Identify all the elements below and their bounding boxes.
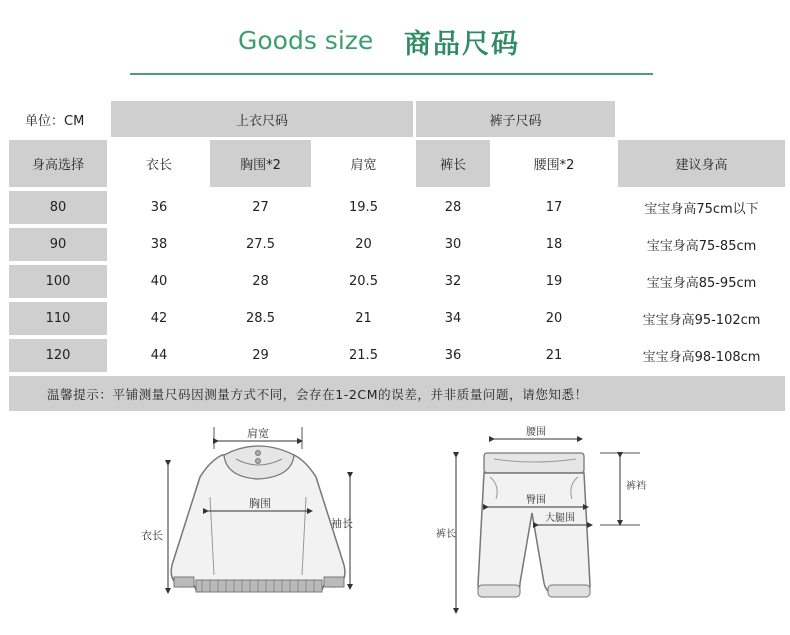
table-row [9,339,785,372]
col-header-chest: 胸围*2 [210,140,311,187]
cell-suggested-height: 宝宝身高95-102cm [642,313,761,328]
cell-pants-length: 34 [444,311,462,326]
cell-chest: 28.5 [246,311,275,326]
table-row [9,228,785,261]
col-header-waist: 腰围*2 [533,158,575,173]
table-column-header-row [9,140,785,187]
col-header-top-length: 衣长 [145,158,172,173]
cell-height: 110 [9,302,107,335]
col-header-shoulder: 肩宽 [350,158,377,173]
cell-top-length: 36 [150,200,168,215]
cell-waist: 17 [545,200,563,215]
label-sleeve: 袖长 [331,517,353,530]
cell-suggested-height: 宝宝身高98-108cm [642,350,761,365]
pants-garment-diagram [436,426,646,611]
label-shoulder: 肩宽 [247,427,269,440]
cell-top-length: 42 [150,311,168,326]
label-pants-length: 裤长 [436,529,456,540]
cell-chest: 27.5 [246,237,275,252]
cell-pants-length: 28 [444,200,462,215]
diagrams-svg [0,415,790,635]
cell-waist: 18 [545,237,563,252]
label-thigh: 大腿围 [545,513,575,524]
cell-suggested-height: 宝宝身高75cm以下 [644,202,759,217]
cell-pants-length: 32 [444,274,462,289]
label-waist: 腰围 [526,427,546,438]
pants-legs-outline [478,473,590,595]
cell-shoulder: 20.5 [349,274,378,289]
col-header-suggested-height: 建议身高 [618,140,785,187]
cell-shoulder: 19.5 [349,200,378,215]
cell-waist: 19 [545,274,563,289]
cell-pants-length: 30 [444,237,462,252]
cell-pants-length: 36 [444,348,462,363]
cell-shoulder: 21.5 [349,348,378,363]
title-underline [130,73,653,75]
group-header-top: 上衣尺码 [111,101,413,137]
cell-top-length: 44 [150,348,168,363]
cell-waist: 21 [545,348,563,363]
top-garment-diagram [141,426,353,592]
cell-shoulder: 21 [355,311,372,326]
cell-top-length: 40 [150,274,168,289]
measurement-note: 温馨提示：平铺测量尺码因测量方式不同，会存在1-2CM的误差，并非质量问题，请您知悉！ [9,376,785,411]
unit-label: 单位：CM [25,113,85,129]
measurement-diagrams [0,415,790,635]
cell-suggested-height: 宝宝身高85-95cm [646,276,757,291]
cell-height: 90 [9,228,107,261]
cell-height: 120 [9,339,107,372]
table-note-row [9,376,785,411]
col-header-height-select: 身高选择 [9,140,107,187]
cell-suggested-height: 宝宝身高75-85cm [646,239,757,254]
header [0,18,790,62]
cell-shoulder: 20 [355,237,372,252]
cell-chest: 28 [252,274,269,289]
label-hip: 臀围 [526,495,546,506]
table-row [9,302,785,335]
cell-chest: 29 [252,348,269,363]
group-header-pants: 裤子尺码 [416,101,615,137]
pants-waistband [484,453,584,473]
title-chinese: 商品尺码 [404,29,520,60]
label-rise: 裤裆 [626,481,646,492]
col-header-pants-length: 裤长 [416,140,490,187]
label-chest: 胸围 [249,497,271,510]
label-top-length: 衣长 [141,529,163,542]
cell-chest: 27 [252,200,269,215]
cell-height: 100 [9,265,107,298]
table-group-header-row [9,101,785,137]
cell-waist: 20 [545,311,563,326]
cell-height: 80 [9,191,107,224]
title-english: Goods size [238,26,374,55]
table-row [9,265,785,298]
table-row [9,191,785,224]
cell-top-length: 38 [150,237,168,252]
